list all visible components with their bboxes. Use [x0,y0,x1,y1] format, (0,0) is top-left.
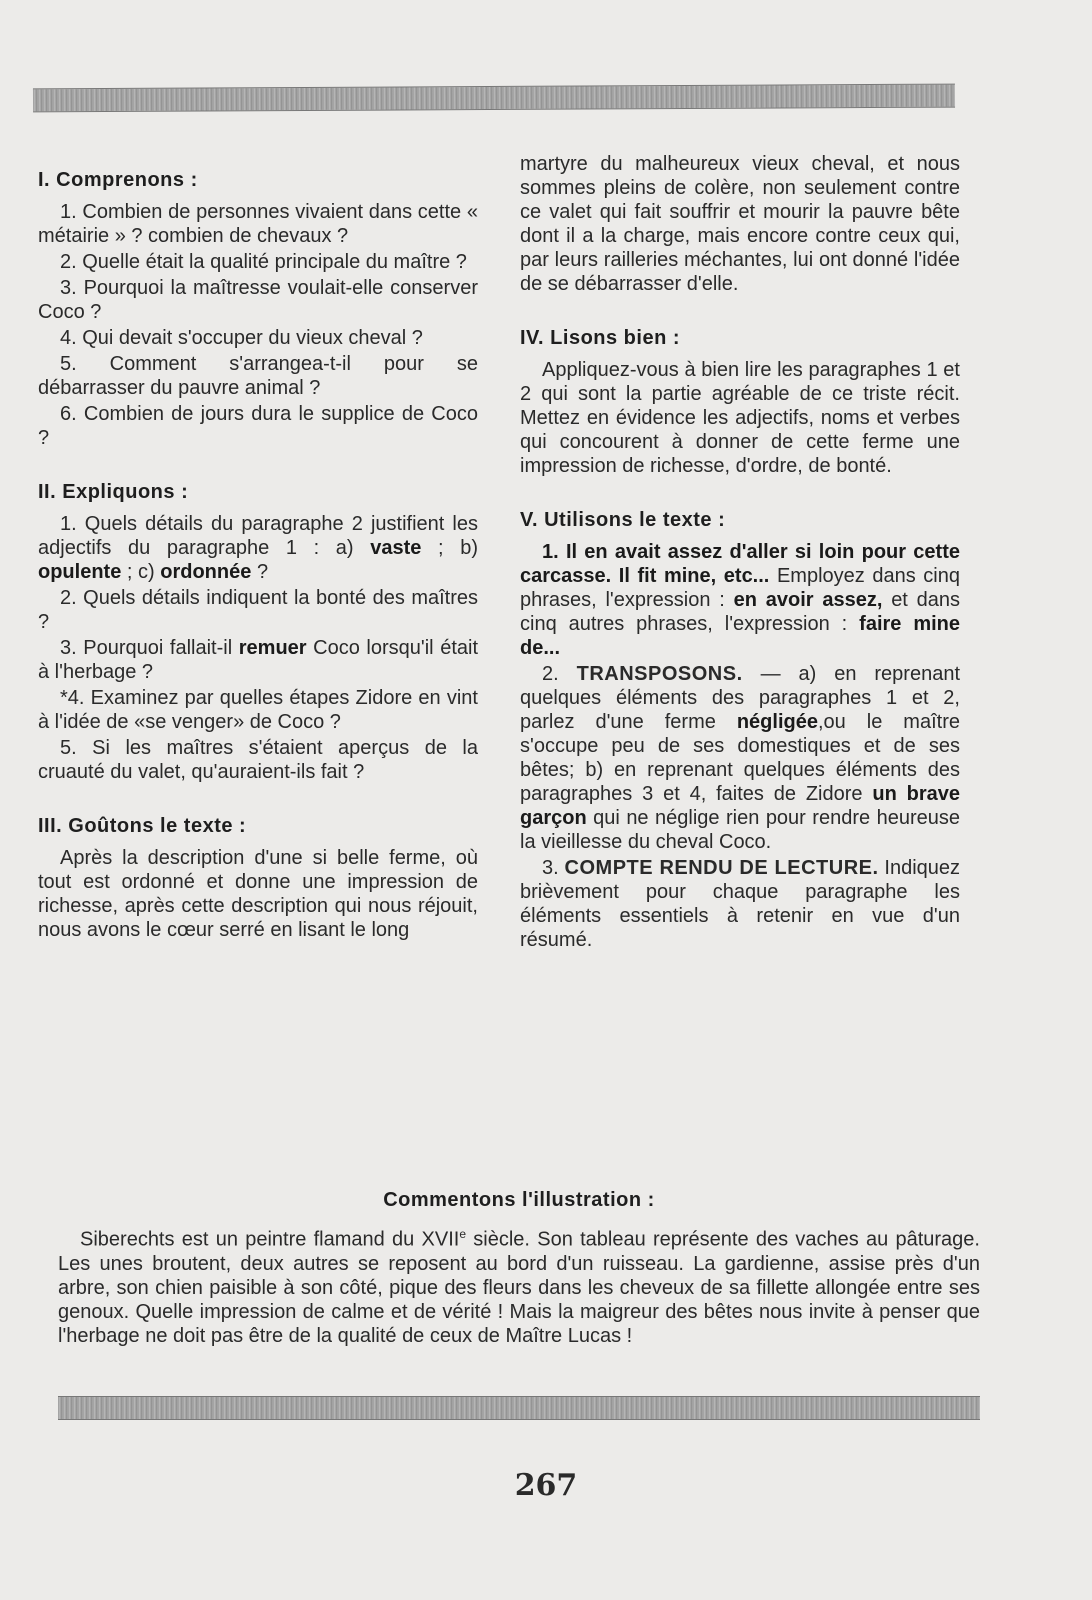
section-comprenons [38,168,478,450]
right-column [520,152,960,982]
section-title-comprenons: I. Comprenons : [38,169,198,191]
top-decorative-band [33,84,955,113]
left-column [38,168,478,972]
section-title-expliquons: II. Expliquons : [38,481,189,503]
question-item: 1. Quels détails du paragraphe 2 justifient les adjectifs du paragraphe 1 : a) vaste ; b) opulente ; c) ordonnée ? [38,513,478,583]
section-lisons [520,326,960,478]
section-title-utilisons: V. Utilisons le texte : [520,509,726,531]
question-item: 3. Pourquoi la maîtresse voulait-elle conserver Coco ? [38,277,478,323]
section-goutons [38,814,478,942]
section-commentons [58,1188,980,1348]
section-goutons-continued [520,152,960,296]
section-title-goutons: III. Goûtons le texte : [38,815,247,837]
question-item: 3. Pourquoi fallait-il remuer Coco lorsqu'il était à l'herbage ? [38,637,478,683]
section-expliquons [38,480,478,784]
question-item: 5. Si les maîtres s'étaient aperçus de la cruauté du valet, qu'auraient-ils fait ? [38,737,478,783]
section-title-commentons: Commentons l'illustration : [383,1189,655,1211]
paragraph-text: Après la description d'une si belle ferme, où tout est ordonné et donne une impression de richesse, après cette description qui nous réjouit, nous avons le cœur serré en lisant le long [38,847,478,941]
paragraph-text: Appliquez-vous à bien lire les paragraphes 1 et 2 qui sont la partie agréable de ce triste récit. Mettez en évidence les adjectifs, noms et verbes qui concourent à donner de cette ferme une impression de richesse, d'ordre, de bonté. [520,359,960,477]
question-item: 2. Quelle était la qualité principale du maître ? [60,251,467,273]
question-item: 2. Quels détails indiquent la bonté des maîtres ? [38,587,478,633]
section-title-lisons: IV. Lisons bien : [520,327,681,349]
question-item: 4. Qui devait s'occuper du vieux cheval ? [60,327,423,349]
page-number: 267 [514,1468,578,1503]
question-item: 6. Combien de jours dura le supplice de Coco ? [38,403,478,449]
exercise-item: 1. Il en avait assez d'aller si loin pour cette carcasse. Il fit mine, etc... Employez dans cinq phrases, l'expression : en avoir assez, et dans cinq autres phrases, l'expression : faire mine de... [520,541,961,659]
paragraph-text: martyre du malheureux vieux cheval, et nous sommes pleins de colère, non seulement contre ce valet qui fait souffrir et mourir la pauvre bête dont il a la charge, mais encore contre ceux qui, par leurs railleries méchantes, lui ont donné l'idée de se débarrasser d'elle. [520,153,960,295]
exercise-item: 3. COMPTE RENDU DE LECTURE. Indiquez brièvement pour chaque paragraphe les éléments essentiels à retenir en vue d'un résumé. [520,857,961,951]
section-utilisons [520,508,960,952]
exercise-item: 2. TRANSPOSONS. — a) en reprenant quelques éléments des paragraphes 1 et 2, parlez d'une ferme négligée,ou le maître s'occupe peu de ses domestiques et de ses bêtes; b) en reprenant quelques éléments des paragraphes 3 et 4, faites de Zidore un brave garçon qui ne néglige rien pour rendre heureuse la vieillesse du cheval Coco. [520,663,961,853]
question-item: 5. Comment s'arrangea-t-il pour se débarrasser du pauvre animal ? [38,353,478,399]
bottom-decorative-band [58,1396,980,1420]
question-item: 1. Combien de personnes vivaient dans cette « métairie » ? combien de chevaux ? [38,201,478,247]
question-item: *4. Examinez par quelles étapes Zidore en vint à l'idée de «se venger» de Coco ? [38,687,478,733]
paragraph-text: Siberechts est un peintre flamand du XVIIe siècle. Son tableau représente des vaches au pâturage. Les unes broutent, deux autres se reposent au bord d'un ruisseau. La gardienne, assise près d'un arbre, son chien paisible à son côté, pique des fleurs dans les cheveux de sa fillette allongée entre ses genoux. Quelle impression de calme et de vérité ! Mais la maigreur des bêtes nous invite à penser que l'herbage ne doit pas être de la qualité de ceux de Maître Lucas ! [58,1227,980,1347]
